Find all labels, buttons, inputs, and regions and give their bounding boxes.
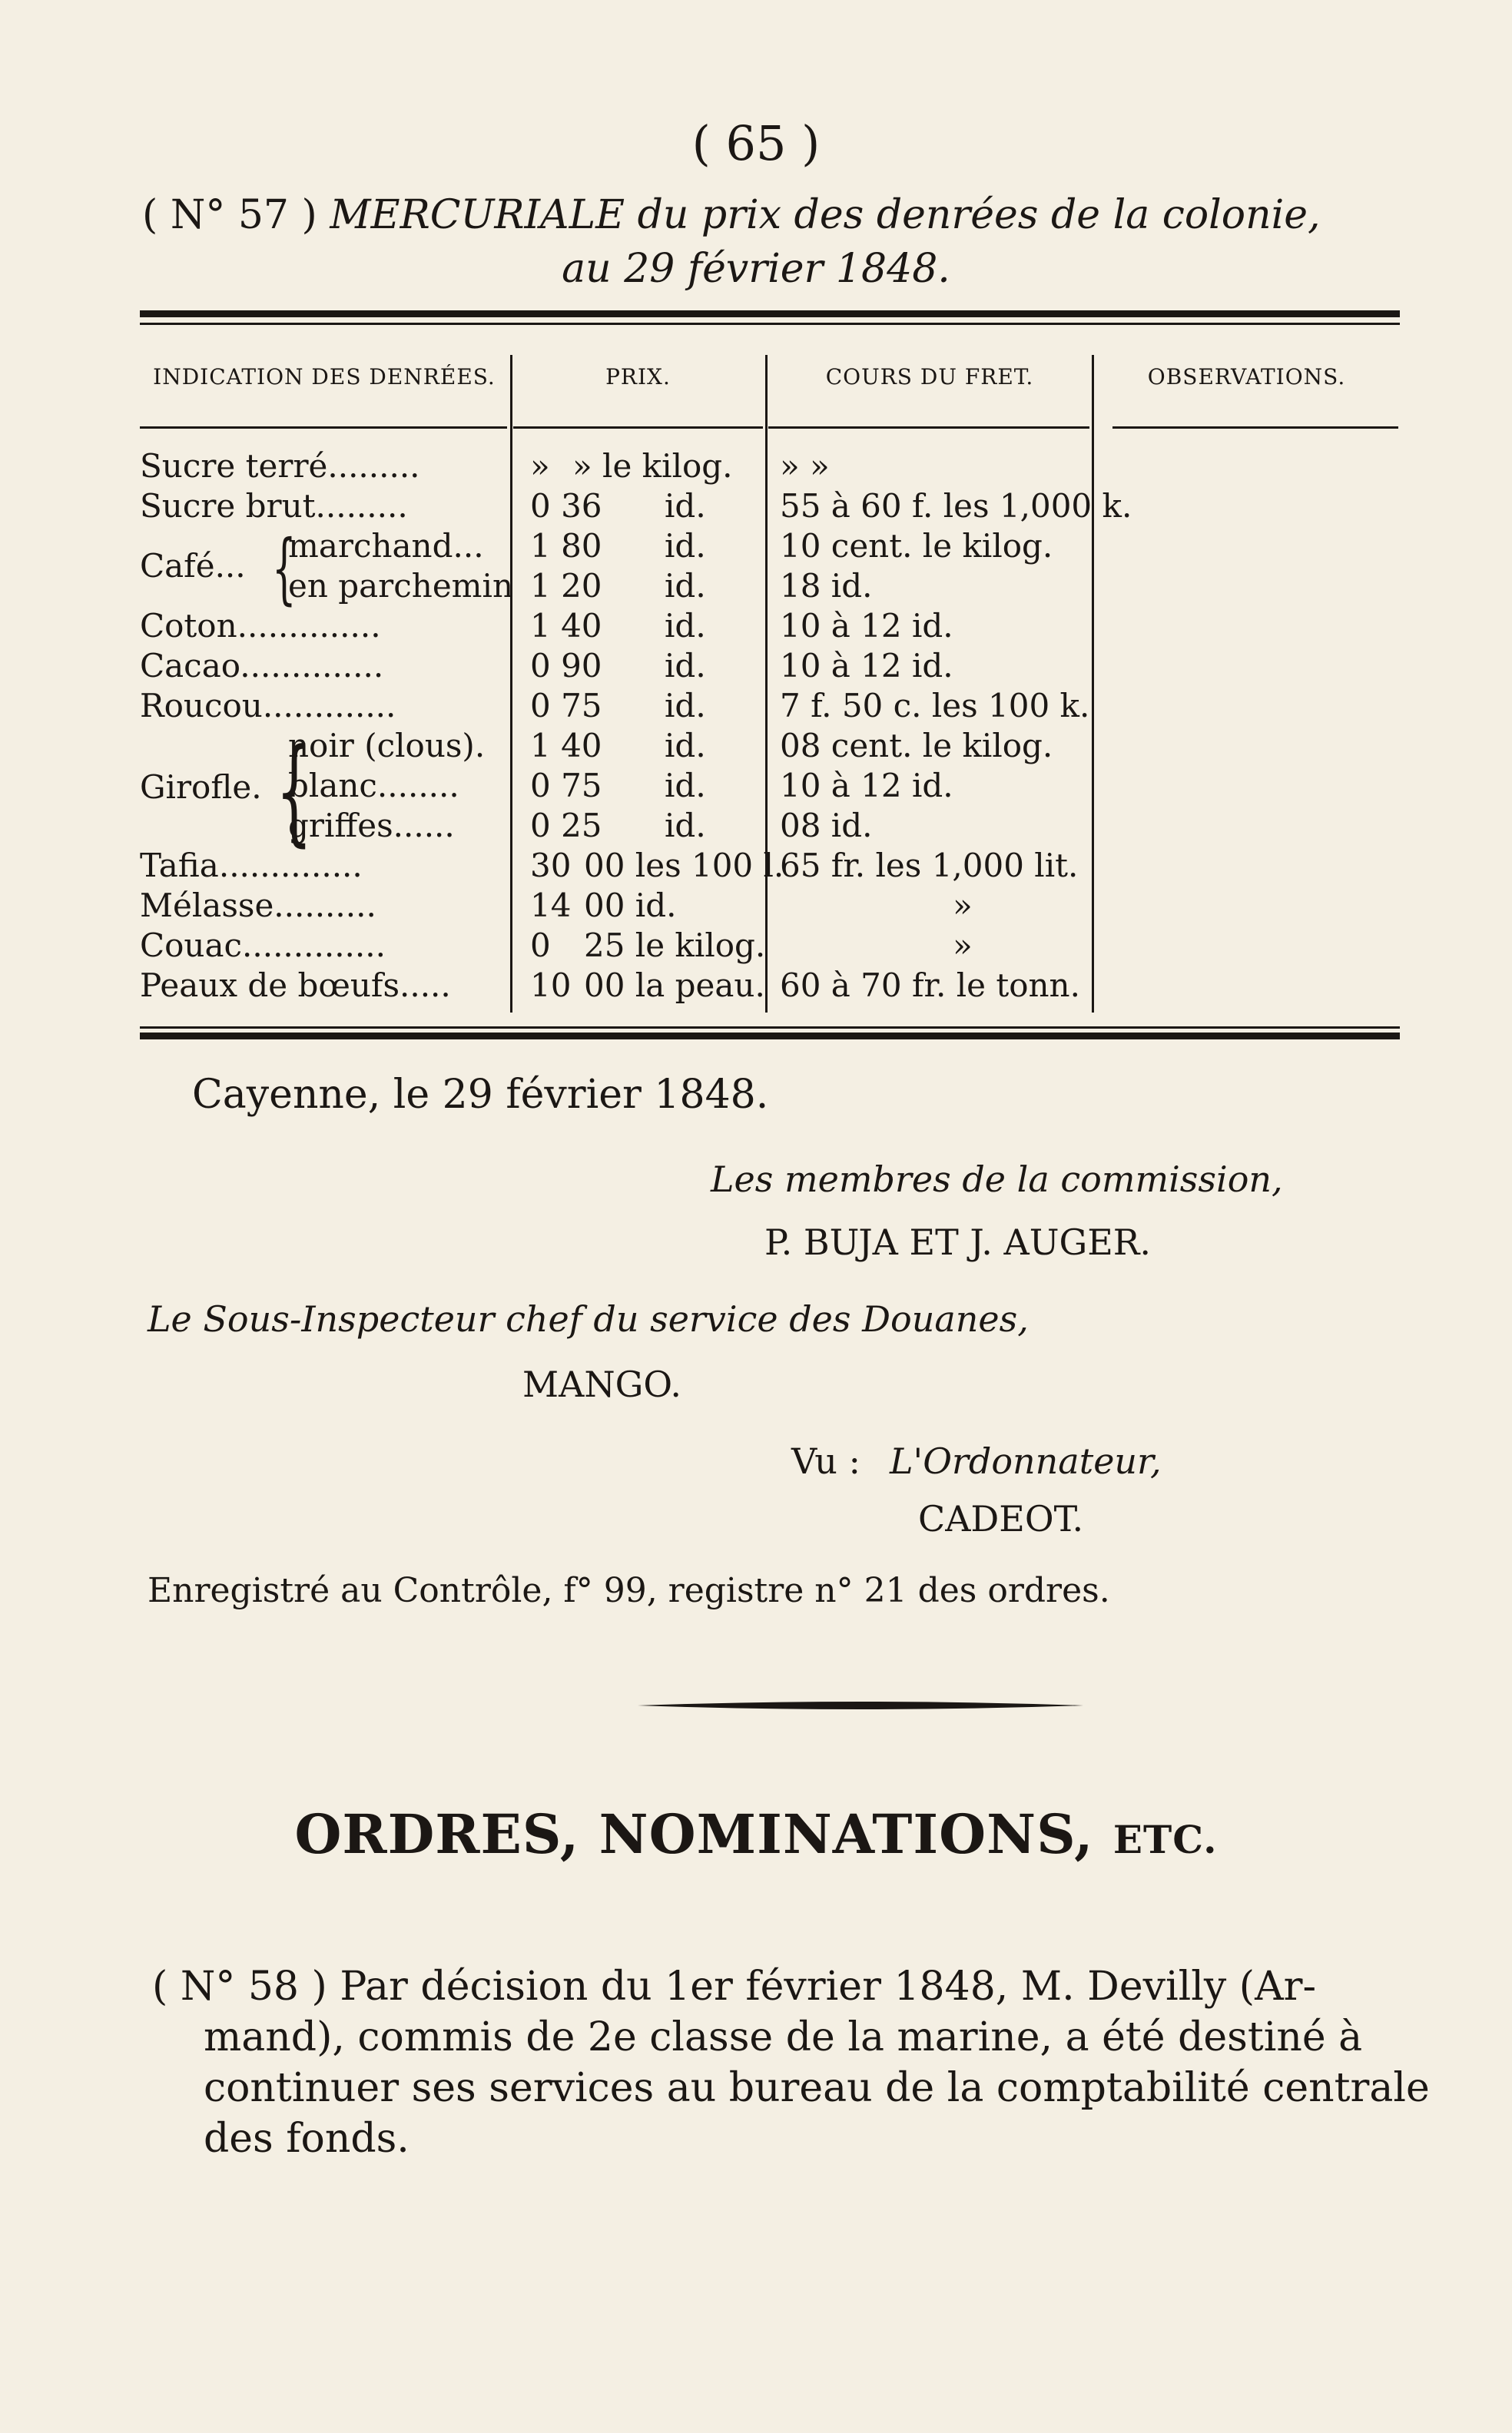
mercuriale-number: ( N° 57 )	[142, 192, 317, 238]
table-top-rule	[140, 310, 1400, 317]
row-unit: id.	[665, 687, 706, 724]
brace-girofle: {	[275, 724, 313, 858]
header-prix: PRIX.	[605, 364, 671, 389]
brace-cafe: {	[271, 523, 297, 613]
table-row	[0, 647, 1512, 687]
page-number: ( 65 )	[691, 115, 821, 171]
row-price: 0	[530, 926, 551, 964]
paragraph-line-3: continuer ses services au bureau de la comptabilité centrale	[204, 2065, 1430, 2111]
inspector-name: MANGO.	[522, 1364, 681, 1405]
table-row	[0, 727, 1512, 767]
row-name: Cacao..............	[140, 647, 384, 684]
row-freight: » »	[780, 447, 830, 485]
row-unit: 00 les 100 l.	[584, 847, 784, 884]
table-row	[0, 966, 1512, 1006]
mercuriale-date: au 29 février 1848.	[562, 246, 950, 292]
row-subname: griffes......	[288, 807, 455, 844]
table-row	[0, 687, 1512, 727]
paragraph-line-2: mand), commis de 2e classe de la marine, a été destiné à	[204, 2014, 1363, 2060]
row-subname: noir (clous).	[288, 727, 486, 764]
header-rule-3	[768, 426, 1089, 429]
row-name: Sucre terré.........	[140, 447, 420, 485]
row-unit: id.	[665, 767, 706, 804]
header-observations: OBSERVATIONS.	[1147, 364, 1346, 389]
row-price: 0 90	[530, 647, 602, 684]
row-freight: 60 à 70 fr. le tonn.	[780, 966, 1080, 1004]
header-denrees: INDICATION DES DENRÉES.	[153, 364, 496, 389]
ordonnateur-name: CADEOT.	[918, 1498, 1084, 1540]
row-freight: 10 à 12 id.	[780, 607, 953, 645]
row-name: Tafia..............	[140, 847, 363, 884]
row-unit: id.	[665, 807, 706, 844]
row-name: Sucre brut.........	[140, 487, 408, 525]
row-freight: 7 f. 50 c. les 100 k.	[780, 687, 1090, 724]
row-price: 1 20	[530, 567, 602, 605]
row-price: 30	[530, 847, 572, 884]
table-row	[0, 767, 1512, 807]
row-price: 0 75	[530, 687, 602, 724]
section-title	[0, 1802, 1512, 1866]
table-row	[0, 926, 1512, 966]
row-price: 0 25	[530, 807, 602, 844]
header-rule-2	[513, 426, 763, 429]
header-rule-4	[1112, 426, 1398, 429]
row-unit: id.	[665, 647, 706, 684]
section-title-main: ORDRES, NOMINATIONS,	[294, 1802, 1094, 1866]
row-unit: 00 la peau.	[584, 966, 765, 1004]
row-subname: blanc........	[288, 767, 459, 804]
table-row	[0, 847, 1512, 887]
row-price: 1 80	[530, 527, 602, 565]
row-freight: 65 fr. les 1,000 lit.	[780, 847, 1079, 884]
table-bottom-rule-thin	[140, 1026, 1400, 1029]
mercuriale-heading	[142, 192, 1321, 238]
ordonnateur-label: L'Ordonnateur,	[890, 1440, 1162, 1482]
row-freight: »	[953, 887, 973, 924]
row-unit: 00 id.	[584, 887, 677, 924]
place-date: Cayenne, le 29 février 1848.	[192, 1072, 769, 1118]
row-unit: id.	[665, 607, 706, 645]
row-freight: 10 à 12 id.	[780, 767, 953, 804]
row-unit: » le kilog.	[572, 447, 733, 485]
row-price: »	[530, 447, 550, 485]
row-freight: 08 cent. le kilog.	[780, 727, 1053, 764]
row-freight: 10 à 12 id.	[780, 647, 953, 684]
table-row	[0, 527, 1512, 567]
row-price: 10	[530, 966, 572, 1004]
table-row	[0, 447, 1512, 487]
row-unit: id.	[665, 487, 706, 525]
row-unit: id.	[665, 567, 706, 605]
row-freight: 18 id.	[780, 567, 873, 605]
row-freight: 08 id.	[780, 807, 873, 844]
row-name: Couac..............	[140, 926, 386, 964]
row-price: 0 75	[530, 767, 602, 804]
group-label-cafe: Café...	[140, 547, 246, 585]
table-row	[0, 567, 1512, 607]
table-bottom-rule	[140, 1033, 1400, 1039]
table-row	[0, 887, 1512, 926]
table-row	[0, 607, 1512, 647]
row-freight: 10 cent. le kilog.	[780, 527, 1053, 565]
row-name: Mélasse..........	[140, 887, 376, 924]
mercuriale-title: MERCURIALE du prix des denrées de la colonie,	[330, 192, 1321, 238]
row-freight: »	[953, 926, 973, 964]
row-price: 1 40	[530, 727, 602, 764]
row-freight: 55 à 60 f. les 1,000 k.	[780, 487, 1132, 525]
registration-note: Enregistré au Contrôle, f° 99, registre n° 21 des ordres.	[148, 1571, 1110, 1610]
row-subname: en parchemin	[288, 567, 513, 605]
inspector-label: Le Sous-Inspecteur chef du service des Douanes,	[148, 1298, 1029, 1340]
row-price: 14	[530, 887, 572, 924]
header-fret: COURS DU FRET.	[825, 364, 1034, 389]
vu-label: Vu :	[791, 1440, 861, 1482]
row-name: Coton..............	[140, 607, 381, 645]
table-row	[0, 807, 1512, 847]
table-row	[0, 487, 1512, 527]
commission-label: Les membres de la commission,	[711, 1158, 1283, 1200]
paragraph-line-4: des fonds.	[204, 2116, 410, 2162]
row-unit: id.	[665, 527, 706, 565]
commission-names: P. BUJA ET J. AUGER.	[764, 1221, 1152, 1263]
row-name: Peaux de bœufs.....	[140, 966, 451, 1004]
row-price: 0 36	[530, 487, 602, 525]
row-unit: 25 le kilog.	[584, 926, 766, 964]
group-label-girofle: Girofle.	[140, 768, 262, 806]
section-title-suffix: ETC.	[1112, 1817, 1218, 1862]
row-name: Roucou.............	[140, 687, 396, 724]
ornamental-separator	[638, 1696, 1083, 1715]
row-price: 1 40	[530, 607, 602, 645]
header-rule-1	[140, 426, 507, 429]
paragraph-line-1: ( N° 58 ) Par décision du 1er février 1848, M. Devilly (Ar-	[152, 1964, 1317, 2010]
row-unit: id.	[665, 727, 706, 764]
row-subname: marchand...	[288, 527, 484, 565]
table-top-rule-thin	[140, 323, 1400, 325]
